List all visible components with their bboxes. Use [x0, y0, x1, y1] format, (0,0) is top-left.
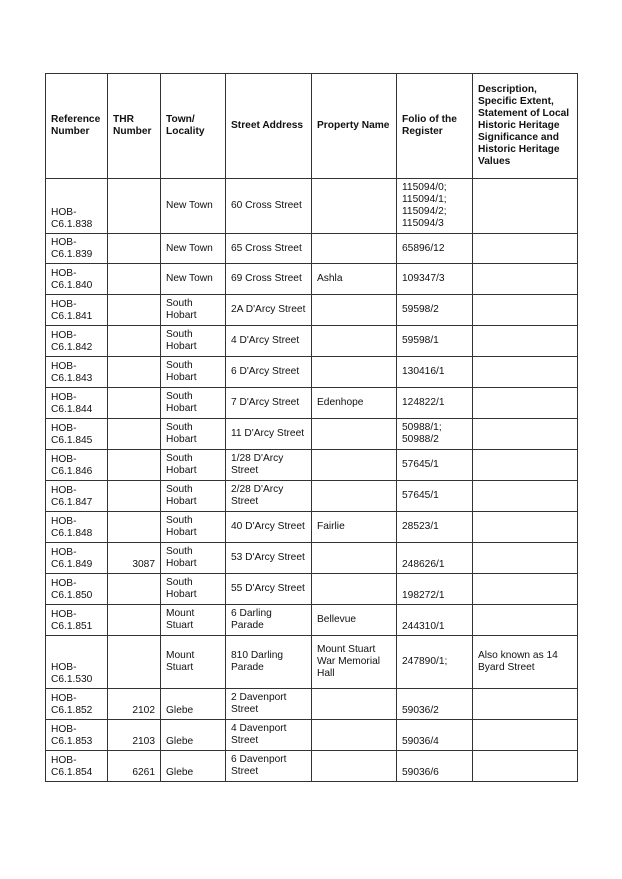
table-row [46, 751, 578, 782]
cell-street-address: 6 Darling Parade [226, 605, 312, 636]
cell-folio: 59036/2 [397, 689, 473, 720]
cell-town-locality: South Hobart [161, 295, 226, 326]
cell-thr-number [108, 636, 161, 689]
cell-description [473, 689, 578, 720]
cell-reference-number: HOB-C6.1.530 [46, 636, 108, 689]
cell-street-address: 40 D'Arcy Street [226, 512, 312, 543]
cell-street-address: 53 D'Arcy Street [226, 543, 312, 574]
cell-street-address: 60 Cross Street [226, 179, 312, 234]
cell-street-address: 69 Cross Street [226, 264, 312, 295]
cell-town-locality: South Hobart [161, 357, 226, 388]
cell-folio: 244310/1 [397, 605, 473, 636]
table-row [46, 689, 578, 720]
cell-folio: 57645/1 [397, 481, 473, 512]
cell-thr-number [108, 357, 161, 388]
cell-description [473, 450, 578, 481]
cell-reference-number: HOB-C6.1.847 [46, 481, 108, 512]
cell-property-name [312, 751, 397, 782]
cell-thr-number [108, 450, 161, 481]
header-property-name: Property Name [312, 74, 397, 179]
cell-folio: 59036/6 [397, 751, 473, 782]
table-row [46, 264, 578, 295]
cell-property-name [312, 179, 397, 234]
cell-property-name [312, 326, 397, 357]
cell-town-locality: South Hobart [161, 543, 226, 574]
cell-thr-number: 2103 [108, 720, 161, 751]
cell-property-name [312, 689, 397, 720]
header-row [46, 74, 578, 179]
table-row [46, 605, 578, 636]
cell-reference-number: HOB-C6.1.841 [46, 295, 108, 326]
cell-street-address: 810 Darling Parade [226, 636, 312, 689]
cell-street-address: 2 Davenport Street [226, 689, 312, 720]
cell-thr-number [108, 264, 161, 295]
cell-property-name: Bellevue [312, 605, 397, 636]
header-description: Description, Specific Extent, Statement of Local Historic Heritage Significance and Historic Heritage Values [473, 74, 578, 179]
cell-reference-number: HOB-C6.1.844 [46, 388, 108, 419]
cell-town-locality: South Hobart [161, 512, 226, 543]
cell-folio: 248626/1 [397, 543, 473, 574]
table-row [46, 450, 578, 481]
table-row [46, 512, 578, 543]
cell-reference-number: HOB-C6.1.843 [46, 357, 108, 388]
table-row [46, 636, 578, 689]
table-row [46, 295, 578, 326]
cell-thr-number [108, 512, 161, 543]
cell-town-locality: New Town [161, 264, 226, 295]
heritage-register-table [45, 73, 578, 782]
cell-description [473, 234, 578, 264]
cell-description [473, 481, 578, 512]
cell-folio: 247890/1; [397, 636, 473, 689]
cell-description [473, 326, 578, 357]
cell-folio: 59598/1 [397, 326, 473, 357]
header-street-address: Street Address [226, 74, 312, 179]
cell-description [473, 419, 578, 450]
cell-town-locality: South Hobart [161, 574, 226, 605]
heritage-register-page [45, 73, 577, 782]
cell-town-locality: New Town [161, 179, 226, 234]
cell-town-locality: South Hobart [161, 481, 226, 512]
table-row [46, 543, 578, 574]
cell-thr-number [108, 234, 161, 264]
cell-reference-number: HOB-C6.1.838 [46, 179, 108, 234]
cell-town-locality: Mount Stuart [161, 605, 226, 636]
cell-reference-number: HOB-C6.1.846 [46, 450, 108, 481]
header-reference-number: Reference Number [46, 74, 108, 179]
cell-reference-number: HOB-C6.1.850 [46, 574, 108, 605]
cell-property-name: Ashla [312, 264, 397, 295]
cell-folio: 124822/1 [397, 388, 473, 419]
cell-property-name [312, 543, 397, 574]
table-row [46, 574, 578, 605]
cell-reference-number: HOB-C6.1.854 [46, 751, 108, 782]
cell-folio: 130416/1 [397, 357, 473, 388]
cell-thr-number [108, 574, 161, 605]
cell-folio: 109347/3 [397, 264, 473, 295]
cell-reference-number: HOB-C6.1.845 [46, 419, 108, 450]
cell-description [473, 605, 578, 636]
table-row [46, 179, 578, 234]
cell-street-address: 11 D'Arcy Street [226, 419, 312, 450]
cell-description [473, 179, 578, 234]
cell-street-address: 7 D'Arcy Street [226, 388, 312, 419]
cell-town-locality: New Town [161, 234, 226, 264]
cell-reference-number: HOB-C6.1.851 [46, 605, 108, 636]
cell-property-name [312, 481, 397, 512]
cell-reference-number: HOB-C6.1.848 [46, 512, 108, 543]
cell-property-name [312, 574, 397, 605]
cell-thr-number [108, 419, 161, 450]
cell-folio: 28523/1 [397, 512, 473, 543]
cell-property-name [312, 234, 397, 264]
cell-reference-number: HOB-C6.1.842 [46, 326, 108, 357]
cell-folio: 50988/1; 50988/2 [397, 419, 473, 450]
cell-property-name [312, 419, 397, 450]
cell-town-locality: Mount Stuart [161, 636, 226, 689]
cell-town-locality: South Hobart [161, 388, 226, 419]
cell-street-address: 1/28 D'Arcy Street [226, 450, 312, 481]
cell-description [473, 720, 578, 751]
cell-property-name [312, 450, 397, 481]
cell-town-locality: Glebe [161, 720, 226, 751]
cell-street-address: 6 Davenport Street [226, 751, 312, 782]
cell-folio: 57645/1 [397, 450, 473, 481]
cell-street-address: 2A D'Arcy Street [226, 295, 312, 326]
cell-town-locality: Glebe [161, 689, 226, 720]
header-town-locality: Town/ Locality [161, 74, 226, 179]
header-thr-number: THR Number [108, 74, 161, 179]
cell-town-locality: Glebe [161, 751, 226, 782]
cell-reference-number: HOB-C6.1.853 [46, 720, 108, 751]
cell-thr-number: 3087 [108, 543, 161, 574]
cell-street-address: 65 Cross Street [226, 234, 312, 264]
cell-description: Also known as 14 Byard Street [473, 636, 578, 689]
cell-description [473, 357, 578, 388]
cell-reference-number: HOB-C6.1.849 [46, 543, 108, 574]
cell-thr-number: 6261 [108, 751, 161, 782]
cell-reference-number: HOB-C6.1.852 [46, 689, 108, 720]
cell-street-address: 4 D'Arcy Street [226, 326, 312, 357]
cell-reference-number: HOB-C6.1.839 [46, 234, 108, 264]
cell-folio: 115094/0; 115094/1; 115094/2; 115094/3 [397, 179, 473, 234]
cell-street-address: 6 D'Arcy Street [226, 357, 312, 388]
cell-thr-number [108, 605, 161, 636]
cell-description [473, 295, 578, 326]
cell-description [473, 388, 578, 419]
cell-street-address: 2/28 D'Arcy Street [226, 481, 312, 512]
cell-town-locality: South Hobart [161, 326, 226, 357]
table-row [46, 388, 578, 419]
cell-folio: 65896/12 [397, 234, 473, 264]
cell-property-name: Mount Stuart War Memorial Hall [312, 636, 397, 689]
cell-description [473, 751, 578, 782]
cell-street-address: 55 D'Arcy Street [226, 574, 312, 605]
table-row [46, 234, 578, 264]
cell-description [473, 264, 578, 295]
cell-folio: 59598/2 [397, 295, 473, 326]
table-row [46, 357, 578, 388]
table-row [46, 720, 578, 751]
table-row [46, 481, 578, 512]
cell-description [473, 512, 578, 543]
cell-property-name [312, 720, 397, 751]
cell-thr-number [108, 388, 161, 419]
table-row [46, 419, 578, 450]
cell-town-locality: South Hobart [161, 419, 226, 450]
cell-description [473, 543, 578, 574]
cell-reference-number: HOB-C6.1.840 [46, 264, 108, 295]
table-row [46, 326, 578, 357]
cell-street-address: 4 Davenport Street [226, 720, 312, 751]
cell-town-locality: South Hobart [161, 450, 226, 481]
cell-thr-number [108, 481, 161, 512]
cell-property-name [312, 357, 397, 388]
header-folio: Folio of the Register [397, 74, 473, 179]
cell-description [473, 574, 578, 605]
cell-folio: 59036/4 [397, 720, 473, 751]
cell-folio: 198272/1 [397, 574, 473, 605]
cell-property-name: Edenhope [312, 388, 397, 419]
cell-thr-number: 2102 [108, 689, 161, 720]
cell-thr-number [108, 326, 161, 357]
cell-thr-number [108, 179, 161, 234]
cell-property-name [312, 295, 397, 326]
cell-thr-number [108, 295, 161, 326]
cell-property-name: Fairlie [312, 512, 397, 543]
